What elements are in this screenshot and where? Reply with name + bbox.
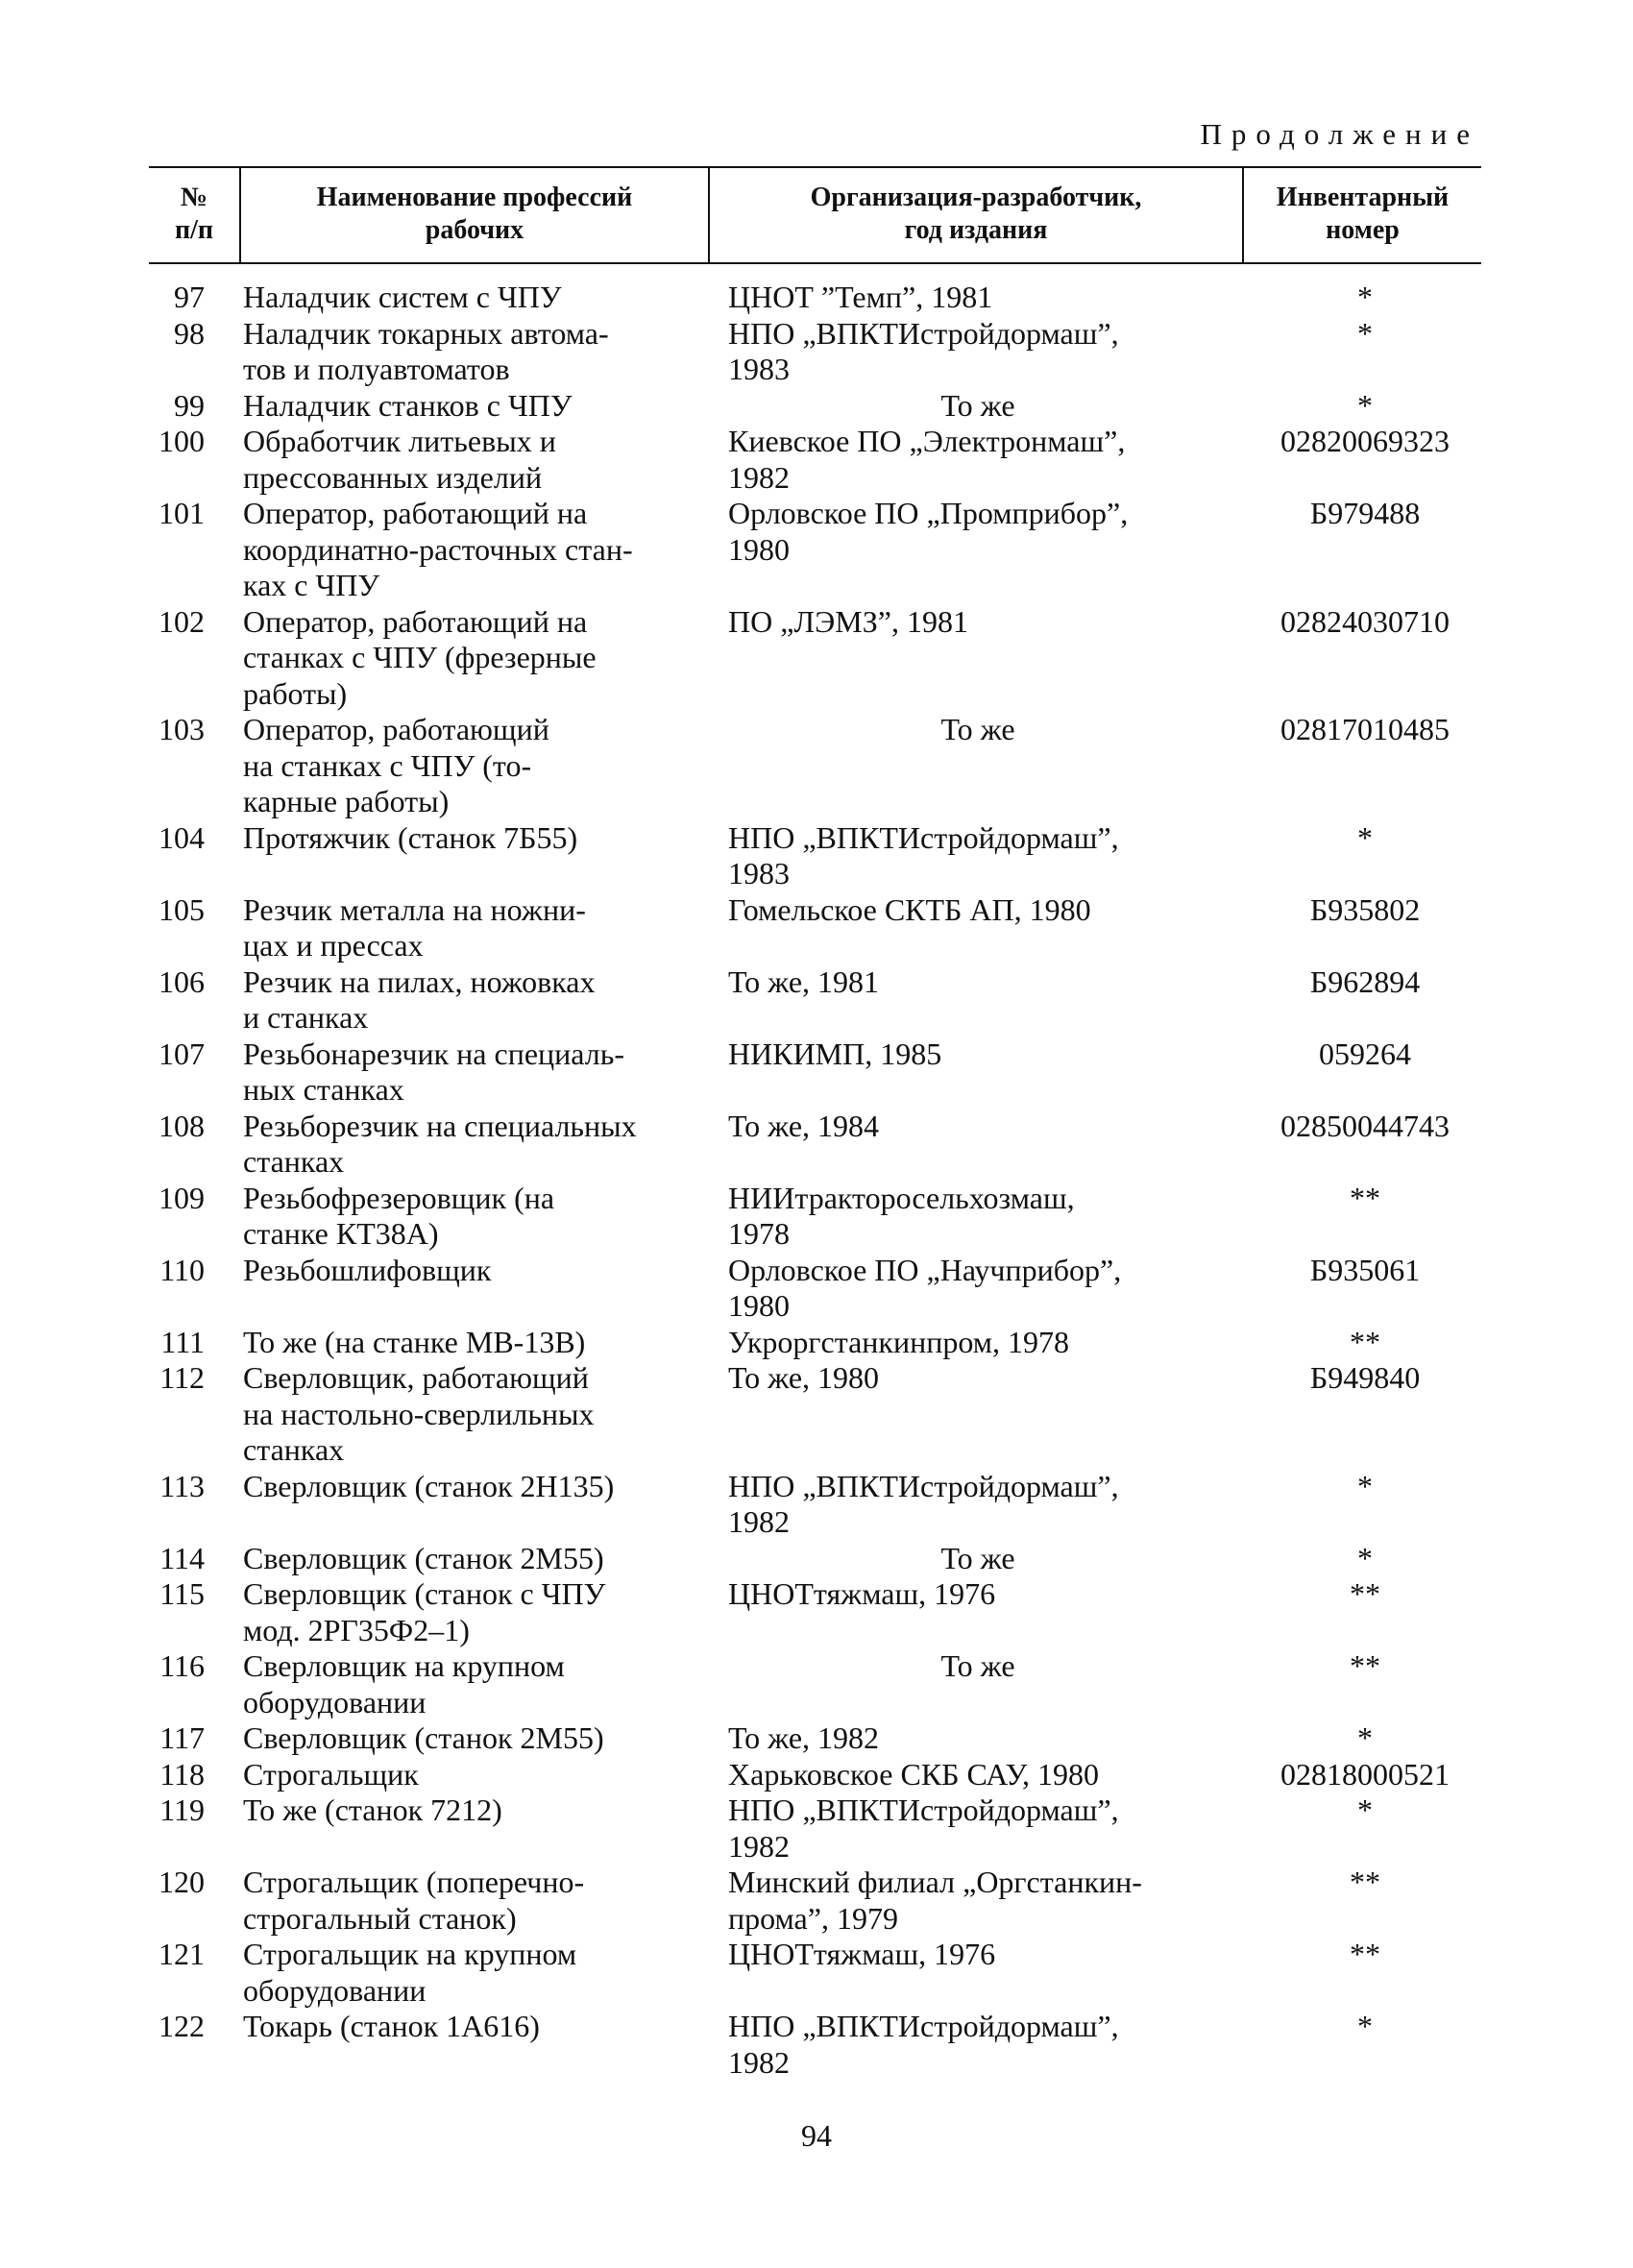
profession-name: Резьбошлифовщик [243, 1252, 492, 1287]
table-row [149, 1469, 1481, 1541]
inventory-number: ** [1350, 1576, 1380, 1611]
table-row [149, 1541, 1481, 1577]
header-inv: Инвентарный номер [1276, 183, 1450, 245]
table-row [149, 1360, 1481, 1469]
developer-organization: То же [940, 387, 1015, 423]
table-row [149, 1720, 1481, 1757]
developer-organization: НПО „ВПКТИстройдормаш”, 1982 [728, 1792, 1119, 1864]
row-number: 107 [158, 1036, 205, 1071]
table-row [149, 820, 1481, 892]
table-row [149, 1937, 1481, 2009]
developer-organization: Орловское ПО „Промприбор”, 1980 [728, 496, 1129, 567]
row-number: 121 [158, 1937, 205, 1971]
row-number: 103 [158, 712, 205, 746]
profession-name: Резчик металла на ножни- цах и прессах [243, 891, 586, 963]
inventory-number: 02850044743 [1280, 1108, 1450, 1143]
profession-name: Строгальщик (поперечно- строгальный станок) [243, 1865, 585, 1936]
row-number: 105 [158, 891, 205, 927]
header-org: Организация-разработчик, год издания [810, 183, 1142, 245]
row-number: 120 [158, 1865, 205, 1899]
row-number: 102 [158, 603, 205, 639]
row-number: 112 [159, 1360, 205, 1395]
row-number: 99 [174, 387, 205, 423]
profession-name: Наладчик станков с ЧПУ [243, 387, 573, 423]
row-number: 104 [158, 819, 205, 855]
row-number: 110 [159, 1252, 205, 1287]
row-number: 98 [174, 315, 205, 351]
profession-name: Резчик на пилах, ножовках и станках [243, 963, 596, 1035]
row-number: 97 [174, 280, 205, 314]
profession-name: Сверловщик (станок 2М55) [243, 1720, 604, 1755]
profession-name: Резьбофрезеровщик (на станке КТ38А) [243, 1180, 555, 1251]
inventory-number: * [1357, 280, 1373, 314]
row-number: 122 [158, 2009, 205, 2043]
inventory-number: Б935802 [1309, 891, 1421, 927]
table-row [149, 424, 1481, 496]
profession-name: Сверловщик (станок с ЧПУ мод. 2РГ35Ф2–1) [243, 1576, 606, 1647]
table-row [149, 1576, 1481, 1648]
profession-name: Сверловщик (станок 2М55) [243, 1540, 604, 1575]
row-number: 108 [158, 1108, 205, 1143]
table-body [149, 280, 1481, 2081]
header-num: № п/п [174, 183, 214, 245]
profession-name: Строгальщик на крупном оборудовании [243, 1937, 577, 2008]
row-number: 111 [160, 1324, 205, 1359]
profession-name: Сверловщик (станок 2Н135) [243, 1468, 615, 1503]
row-number: 106 [158, 963, 205, 999]
inventory-number: 02818000521 [1280, 1756, 1450, 1792]
profession-name: Резьбонарезчик на специаль- ных станках [243, 1036, 624, 1107]
row-number: 101 [158, 496, 205, 530]
row-number: 119 [159, 1792, 205, 1827]
developer-organization: НИКИМП, 1985 [728, 1036, 942, 1071]
inventory-number: Б979488 [1309, 496, 1421, 530]
inventory-number: * [1357, 1792, 1373, 1827]
developer-organization: Минский филиал „Оргстанкин- прома”, 1979 [728, 1865, 1142, 1936]
developer-organization: НПО „ВПКТИстройдормаш”, 1983 [728, 315, 1119, 386]
developer-organization: Гомельское СКТБ АП, 1980 [728, 891, 1091, 927]
developer-organization: НПО „ВПКТИстройдормаш”, 1982 [728, 1468, 1119, 1539]
inventory-number: ** [1350, 1865, 1380, 1899]
table-row [149, 964, 1481, 1036]
developer-organization: ЦНОТ ”Темп”, 1981 [728, 280, 993, 314]
table-row [149, 1036, 1481, 1109]
developer-organization: То же, 1981 [728, 963, 880, 999]
developer-organization: То же, 1982 [728, 1720, 880, 1755]
developer-organization: Укроргстанкинпром, 1978 [728, 1324, 1069, 1359]
inventory-number: ** [1350, 1324, 1380, 1359]
profession-name: То же (станок 7212) [243, 1792, 502, 1827]
profession-name: Строгальщик [243, 1756, 419, 1792]
inventory-number: * [1357, 315, 1373, 351]
table-row [149, 1865, 1481, 1937]
table-row [149, 892, 1481, 964]
profession-name: Оператор, работающий на координатно-расточных стан- ках с ЧПУ [243, 496, 633, 602]
developer-organization: НПО „ВПКТИстройдормаш”, 1982 [728, 2009, 1119, 2080]
profession-name: Сверловщик, работающий на настольно-сверлильных станках [243, 1360, 595, 1467]
developer-organization: То же [940, 712, 1015, 746]
table-row [149, 1109, 1481, 1181]
profession-name: Протяжчик (станок 7Б55) [243, 819, 578, 855]
profession-name: Наладчик токарных автома- тов и полуавтоматов [243, 315, 609, 386]
inventory-number: 02820069323 [1280, 424, 1450, 458]
continuation-label: Продолжение [1200, 117, 1479, 151]
table-row [149, 388, 1481, 425]
profession-name: Токарь (станок 1А616) [243, 2009, 540, 2043]
inventory-number: * [1357, 387, 1373, 423]
row-number: 116 [159, 1648, 205, 1683]
developer-organization: Орловское ПО „Научприбор”, 1980 [728, 1252, 1122, 1323]
row-number: 117 [159, 1720, 205, 1755]
table-row [149, 1181, 1481, 1253]
row-number: 115 [159, 1576, 205, 1611]
inventory-number: Б949840 [1309, 1360, 1421, 1395]
table-row [149, 1648, 1481, 1720]
row-number: 113 [159, 1468, 205, 1503]
header-name: Наименование профессий рабочих [316, 183, 633, 245]
row-number: 118 [159, 1756, 205, 1792]
table-row [149, 1325, 1481, 1361]
table-row [149, 1757, 1481, 1793]
profession-name: Резьборезчик на специальных станках [243, 1108, 637, 1179]
developer-organization: НИИтракторосельхозмаш, 1978 [728, 1180, 1075, 1251]
page-number: 94 [801, 2118, 832, 2153]
profession-name: Наладчик систем с ЧПУ [243, 280, 562, 314]
inventory-number: 059264 [1319, 1036, 1411, 1071]
inventory-number: * [1357, 1468, 1373, 1503]
developer-organization: ЦНОТтяжмаш, 1976 [728, 1937, 996, 1971]
profession-name: Сверловщик на крупном оборудовании [243, 1648, 565, 1719]
developer-organization: То же [940, 1648, 1015, 1683]
developer-organization: ПО „ЛЭМЗ”, 1981 [728, 603, 968, 639]
inventory-number: ** [1350, 1648, 1380, 1683]
inventory-number: Б935061 [1309, 1252, 1421, 1287]
profession-name: То же (на станке МВ-13В) [243, 1324, 586, 1359]
developer-organization: Киевское ПО „Электронмаш”, 1982 [728, 424, 1126, 495]
developer-organization: ЦНОТтяжмаш, 1976 [728, 1576, 996, 1611]
table-row [149, 316, 1481, 388]
inventory-number: * [1357, 819, 1373, 855]
inventory-number: 02824030710 [1280, 603, 1450, 639]
inventory-number: * [1357, 1720, 1373, 1755]
table-row [149, 712, 1481, 820]
inventory-number: * [1357, 1540, 1373, 1575]
table-row [149, 2009, 1481, 2081]
developer-organization: То же, 1980 [728, 1360, 880, 1395]
table-row [149, 1253, 1481, 1325]
inventory-number: * [1357, 2009, 1373, 2043]
header-bottom-rule [149, 262, 1481, 264]
table-row [149, 280, 1481, 316]
table-row [149, 1792, 1481, 1865]
inventory-number: ** [1350, 1180, 1380, 1215]
row-number: 109 [158, 1180, 205, 1215]
developer-organization: Харьковское СКБ САУ, 1980 [728, 1756, 1100, 1792]
profession-name: Оператор, работающий на станках с ЧПУ (фрезерные работы) [243, 603, 597, 711]
row-number: 100 [158, 424, 205, 458]
inventory-number: ** [1350, 1937, 1380, 1971]
developer-organization: НПО „ВПКТИстройдормаш”, 1983 [728, 819, 1119, 890]
table-row [149, 604, 1481, 713]
table-row [149, 496, 1481, 604]
profession-name: Обработчик литьевых и прессованных изделий [243, 424, 556, 495]
developer-organization: То же [940, 1540, 1015, 1575]
profession-name: Оператор, работающий на станках с ЧПУ (то- карные работы) [243, 712, 549, 818]
inventory-number: Б962894 [1309, 963, 1421, 999]
row-number: 114 [159, 1540, 205, 1575]
developer-organization: То же, 1984 [728, 1108, 880, 1143]
inventory-number: 02817010485 [1280, 712, 1450, 746]
